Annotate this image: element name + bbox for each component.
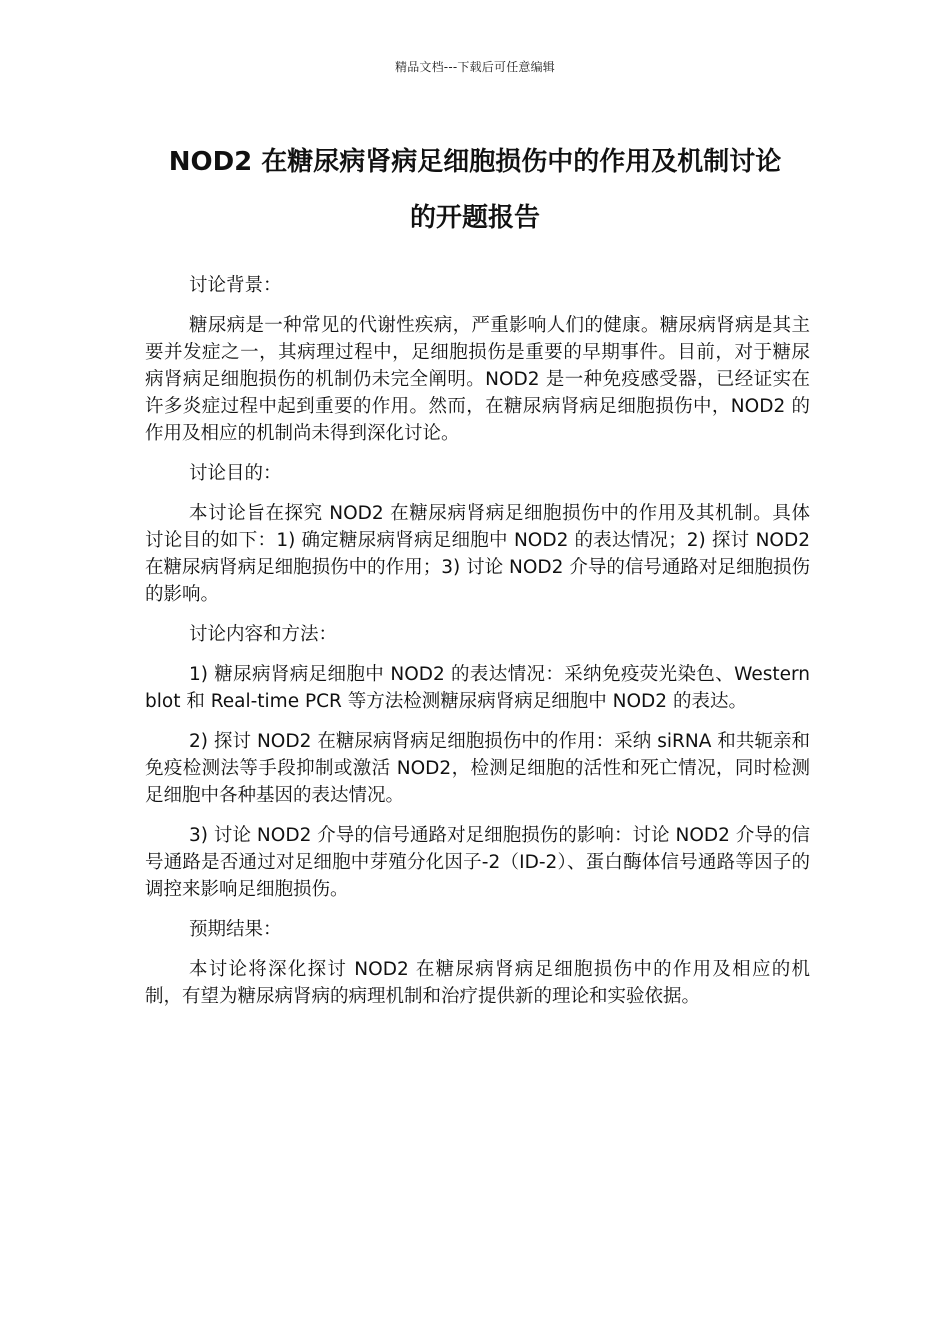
document-body xyxy=(145,272,810,1023)
title-line-1: NOD2 在糖尿病肾病足细胞损伤中的作用及机制讨论 xyxy=(168,147,782,177)
header-note: 精品文档---下载后可任意编辑 xyxy=(395,60,555,74)
background-paragraph: 糖尿病是一种常见的代谢性疾病，严重影响人们的健康。糖尿病肾病是其主要并发症之一，其病理过程中，足细胞损伤是重要的早期事件。目前，对于糖尿病肾病足细胞损伤的机制仍未完全阐明。NOD2 是一种免疫感受器，已经证实在许多炎症过程中起到重要的作用。然而，在糖尿病肾病足细胞损伤中，NOD2 的作用及相应的机制尚未得到深化讨论。 xyxy=(145,315,810,444)
purpose-heading: 讨论目的： xyxy=(189,463,282,484)
document-title xyxy=(140,134,810,246)
methods-item-2: 2) 探讨 NOD2 在糖尿病肾病足细胞损伤中的作用：采纳 siRNA 和共轭亲和免疫检测法等手段抑制或激活 NOD2，检测足细胞的活性和死亡情况，同时检测足细胞中各种基因的表达情况。 xyxy=(145,731,810,806)
methods-item-1: 1) 糖尿病肾病足细胞中 NOD2 的表达情况：采纳免疫荧光染色、Western blot 和 Real-time PCR 等方法检测糖尿病肾病足细胞中 NOD2 的表达。 xyxy=(145,664,810,712)
methods-heading: 讨论内容和方法： xyxy=(189,624,338,645)
purpose-paragraph: 本讨论旨在探究 NOD2 在糖尿病肾病足细胞损伤中的作用及其机制。具体讨论目的如下：1) 确定糖尿病肾病足细胞中 NOD2 的表达情况；2) 探讨 NOD2 在糖尿病肾病足细胞损伤中的作用；3) 讨论 NOD2 介导的信号通路对足细胞损伤的影响。 xyxy=(145,503,810,605)
results-heading: 预期结果： xyxy=(189,919,282,940)
title-line-2: 的开题报告 xyxy=(409,203,540,233)
background-heading: 讨论背景： xyxy=(189,275,282,296)
methods-item-3: 3) 讨论 NOD2 介导的信号通路对足细胞损伤的影响：讨论 NOD2 介导的信号通路是否通过对足细胞中芽殖分化因子-2（ID-2）、蛋白酶体信号通路等因子的调控来影响足细胞损伤。 xyxy=(145,825,810,900)
results-paragraph: 本讨论将深化探讨 NOD2 在糖尿病肾病足细胞损伤中的作用及相应的机制，有望为糖尿病肾病的病理机制和治疗提供新的理论和实验依据。 xyxy=(145,959,810,1007)
